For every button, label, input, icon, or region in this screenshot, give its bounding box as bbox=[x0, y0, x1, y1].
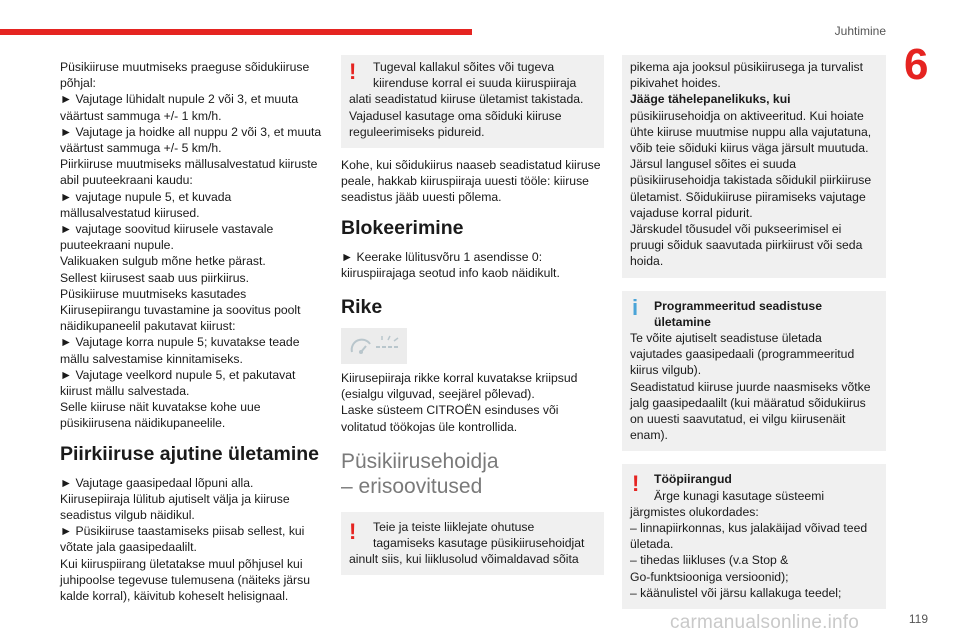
text-line: ühte kiiruse muutmise nuppu alla vajutatuna, bbox=[630, 124, 872, 139]
text-line: väärtust sammuga +/- 1 km/h. bbox=[60, 108, 222, 123]
text-line: tagamiseks kasutage püsikiirusehoidjat bbox=[373, 536, 585, 551]
text-line: Te võite ajutiselt seadistuse ületada bbox=[630, 331, 822, 346]
text-line: püsikiirusehoidja on aktiveeritud. Kui hoiate bbox=[630, 108, 864, 123]
text-line: võtate jala gaasipedaalilt. bbox=[60, 540, 197, 555]
text-line: seadistus vilgub näidikul. bbox=[60, 508, 195, 523]
heading-line: – erisoovitused bbox=[341, 474, 483, 498]
text-line: kiiruspiirajaga seotud info kaob näidikult. bbox=[341, 265, 560, 280]
text-line: Tugeval kallakul sõites või tugeva bbox=[373, 60, 555, 74]
text-line: Kiirusepiirangu tuvastamine ja soovitus poolt bbox=[60, 303, 301, 318]
text-line: ► Vajutage lühidalt nupule 2 või 3, et muuta bbox=[60, 92, 299, 107]
text-line: pikivahet hoides. bbox=[630, 76, 721, 91]
text-line: ► Keerake lülitusvõru 1 asendisse 0: bbox=[341, 249, 543, 264]
text-line: pruugi sõiduk saavutada piirkiirust või seda bbox=[630, 238, 863, 253]
text-line: väärtust sammuga +/- 5 km/h. bbox=[60, 141, 222, 156]
text-line: Valikuaken sulgub mõne hetke pärast. bbox=[60, 254, 266, 269]
text-line: peale, hakkab kiiruspiiraja uuesti tööle: kiiruse bbox=[341, 174, 589, 189]
text-line: mällu salvestamise kinnitamiseks. bbox=[60, 351, 243, 366]
text-line: juhipoolse tegevuse tulemusena (näiteks järsu bbox=[60, 572, 310, 587]
text-line: Go-funktsiooniga versioonid); bbox=[630, 569, 789, 584]
text-line: ► vajutage soovitud kiirusele vastavale bbox=[60, 222, 274, 237]
text-line: ületada. bbox=[630, 537, 674, 552]
heading-deactivation: Blokeerimine bbox=[341, 216, 464, 239]
text-line: ► Vajutage veelkord nupule 5, et pakutavat bbox=[60, 367, 296, 382]
info-title-line: Programmeeritud seadistuse bbox=[654, 298, 822, 313]
text-line: ► Vajutage gaasipedaal lõpuni alla. bbox=[60, 475, 254, 490]
text-line: pikema aja jooksul püsikiirusega ja turvalist bbox=[630, 60, 864, 74]
column-1 bbox=[60, 59, 322, 604]
text-line: kiirenduse korral ei suuda kiiruspiiraja bbox=[373, 76, 577, 91]
warning-icon: ! bbox=[349, 518, 357, 544]
page-number: 119 bbox=[908, 612, 928, 626]
text-line: seadistus jääb uuesti põlema. bbox=[341, 190, 502, 205]
text-line: Teie ja teiste liiklejate ohutuse bbox=[373, 519, 535, 534]
info-title-line: ületamine bbox=[654, 314, 711, 329]
text-line: Järskudel tõusudel või pukseerimisel ei bbox=[630, 222, 842, 237]
text-line: jalg gaasipedaalilt (kui määratud sõidukiirus bbox=[630, 395, 866, 410]
text-line: mällusalvestatud kiirused. bbox=[60, 205, 200, 220]
text-line: kiirus vilgub). bbox=[630, 363, 702, 378]
warning-box-safety bbox=[341, 512, 604, 576]
col1-paragraph-2 bbox=[60, 475, 322, 605]
warning-icon: ! bbox=[349, 59, 357, 84]
text-line: hoida. bbox=[630, 254, 664, 269]
text-line: Laske süsteem CITROËN esinduses või bbox=[341, 403, 559, 418]
text-line: Püsikiiruse muutmiseks praeguse sõidukiiruse bbox=[60, 60, 310, 74]
chapter-number: 6 bbox=[904, 40, 929, 89]
text-line: – käänulistel või järsu kallakuga teedel; bbox=[630, 585, 842, 600]
warning-icon: ! bbox=[632, 471, 640, 497]
text-line: Piirkiiruse muutmiseks mällusalvestatud kiiruste bbox=[60, 157, 318, 172]
text-line: ► Püsikiiruse taastamiseks piisab sellest, kui bbox=[60, 524, 305, 539]
text-line: vajutades gaasipedaali (programmeeritud bbox=[630, 347, 855, 362]
text-line: alati seadistatud kiiruse ületamist takistada. bbox=[349, 92, 584, 107]
text-line: näidikupaneelil pakutavat kiirust: bbox=[60, 319, 236, 334]
text-line: abil puuteekraani kaudu: bbox=[60, 173, 193, 188]
info-box-override bbox=[622, 291, 886, 452]
text-line: Kohe, kui sõidukiirus naaseb seadistatud kiiruse bbox=[341, 158, 601, 173]
text-line: – linnapiirkonnas, kus jalakäijad võivad teed bbox=[630, 521, 868, 536]
text-line: puuteekraani nupule. bbox=[60, 238, 174, 253]
text-line: vajaduse korral pidurit. bbox=[630, 205, 753, 220]
text-line: Kui kiiruspiirang ületatakse muul põhjusel kui bbox=[60, 556, 303, 571]
text-line: kalde korral), käivitub koheselt helisignaal. bbox=[60, 589, 289, 604]
text-line: Vajadusel kasutage oma sõiduki kiiruse bbox=[349, 108, 562, 123]
warning-title: Tööpiirangud bbox=[654, 472, 732, 487]
text-line: püsikiirusehoidja takistada sõidukil piirkiiruse bbox=[630, 173, 872, 188]
text-line: enam). bbox=[630, 428, 668, 443]
text-line: Kiirusepiiraja lülitub ajutiselt välja ja kiiruse bbox=[60, 491, 290, 506]
text-line: ainult siis, kui liiklusolud võimaldavad sõita bbox=[349, 552, 579, 567]
text-line: ► Vajutage korra nupule 5; kuvatakse teade bbox=[60, 335, 300, 350]
heading-temporary-override: Piirkiiruse ajutine ületamine bbox=[60, 442, 320, 465]
text-line: – tihedas liikluses (v.a Stop & bbox=[630, 553, 789, 568]
warning-box-continued bbox=[622, 55, 886, 278]
text-line: Järsul langusel sõites ei suuda bbox=[630, 157, 796, 172]
text-line: on uuesti saavutatud, ei vilgu kiirusenäit bbox=[630, 412, 846, 427]
text-line: ► Vajutage ja hoidke all nuppu 2 või 3, et muuta bbox=[60, 124, 322, 139]
text-line: Sellest kiirusest saab uus piirkiirus. bbox=[60, 270, 249, 285]
text-line: reguleerimiseks pidureid. bbox=[349, 124, 485, 139]
speed-limiter-fault-icon bbox=[341, 328, 407, 364]
text-line: Seadistatud kiiruse juurde naasmiseks võtke bbox=[630, 379, 871, 394]
text-line: Püsikiiruse muutmiseks kasutades bbox=[60, 286, 247, 301]
heading-line: Püsikiirusehoidja bbox=[341, 449, 499, 473]
heading-cruise-control-recommendations bbox=[341, 449, 604, 499]
text-line: Jääge tähelepanelikuks, kui bbox=[630, 92, 791, 107]
column-2 bbox=[341, 55, 604, 575]
text-line: võib teie sõiduki kiirus väga järsult muutuda. bbox=[630, 141, 869, 156]
text-line: Ärge kunagi kasutage süsteemi bbox=[654, 488, 825, 503]
col2-paragraph-3 bbox=[341, 370, 604, 435]
col2-paragraph-2 bbox=[341, 249, 604, 281]
col2-paragraph bbox=[341, 157, 604, 206]
text-line: järgmistes olukordades: bbox=[630, 504, 759, 519]
header-accent-bar bbox=[0, 29, 472, 35]
text-line: volitatud töökojas üle kontrollida. bbox=[341, 419, 518, 434]
warning-box-steep-slope bbox=[341, 55, 604, 148]
text-line: ületamist. Sõidukiiruse piiramiseks vajutage bbox=[630, 189, 866, 204]
watermark: carmanualsonline.info bbox=[670, 612, 860, 633]
col1-paragraph bbox=[60, 59, 322, 432]
text-line: (esialgu vilguvad, seejärel põlevad). bbox=[341, 387, 535, 402]
info-icon: i bbox=[632, 294, 639, 320]
text-line: Selle kiiruse näit kuvatakse kohe uue bbox=[60, 400, 261, 415]
heading-fault: Rike bbox=[341, 296, 383, 319]
text-line: püsikiirusena näidikupaneelile. bbox=[60, 416, 226, 431]
column-3 bbox=[622, 55, 886, 609]
text-line: kiirust mällu salvestada. bbox=[60, 384, 190, 399]
text-line: põhjal: bbox=[60, 76, 96, 91]
warning-box-limitations bbox=[622, 464, 886, 609]
text-line: Kiirusepiiraja rikke korral kuvatakse kriipsud bbox=[341, 371, 578, 386]
section-title: Juhtimine bbox=[834, 24, 886, 38]
text-line: ► vajutage nupule 5, et kuvada bbox=[60, 189, 232, 204]
